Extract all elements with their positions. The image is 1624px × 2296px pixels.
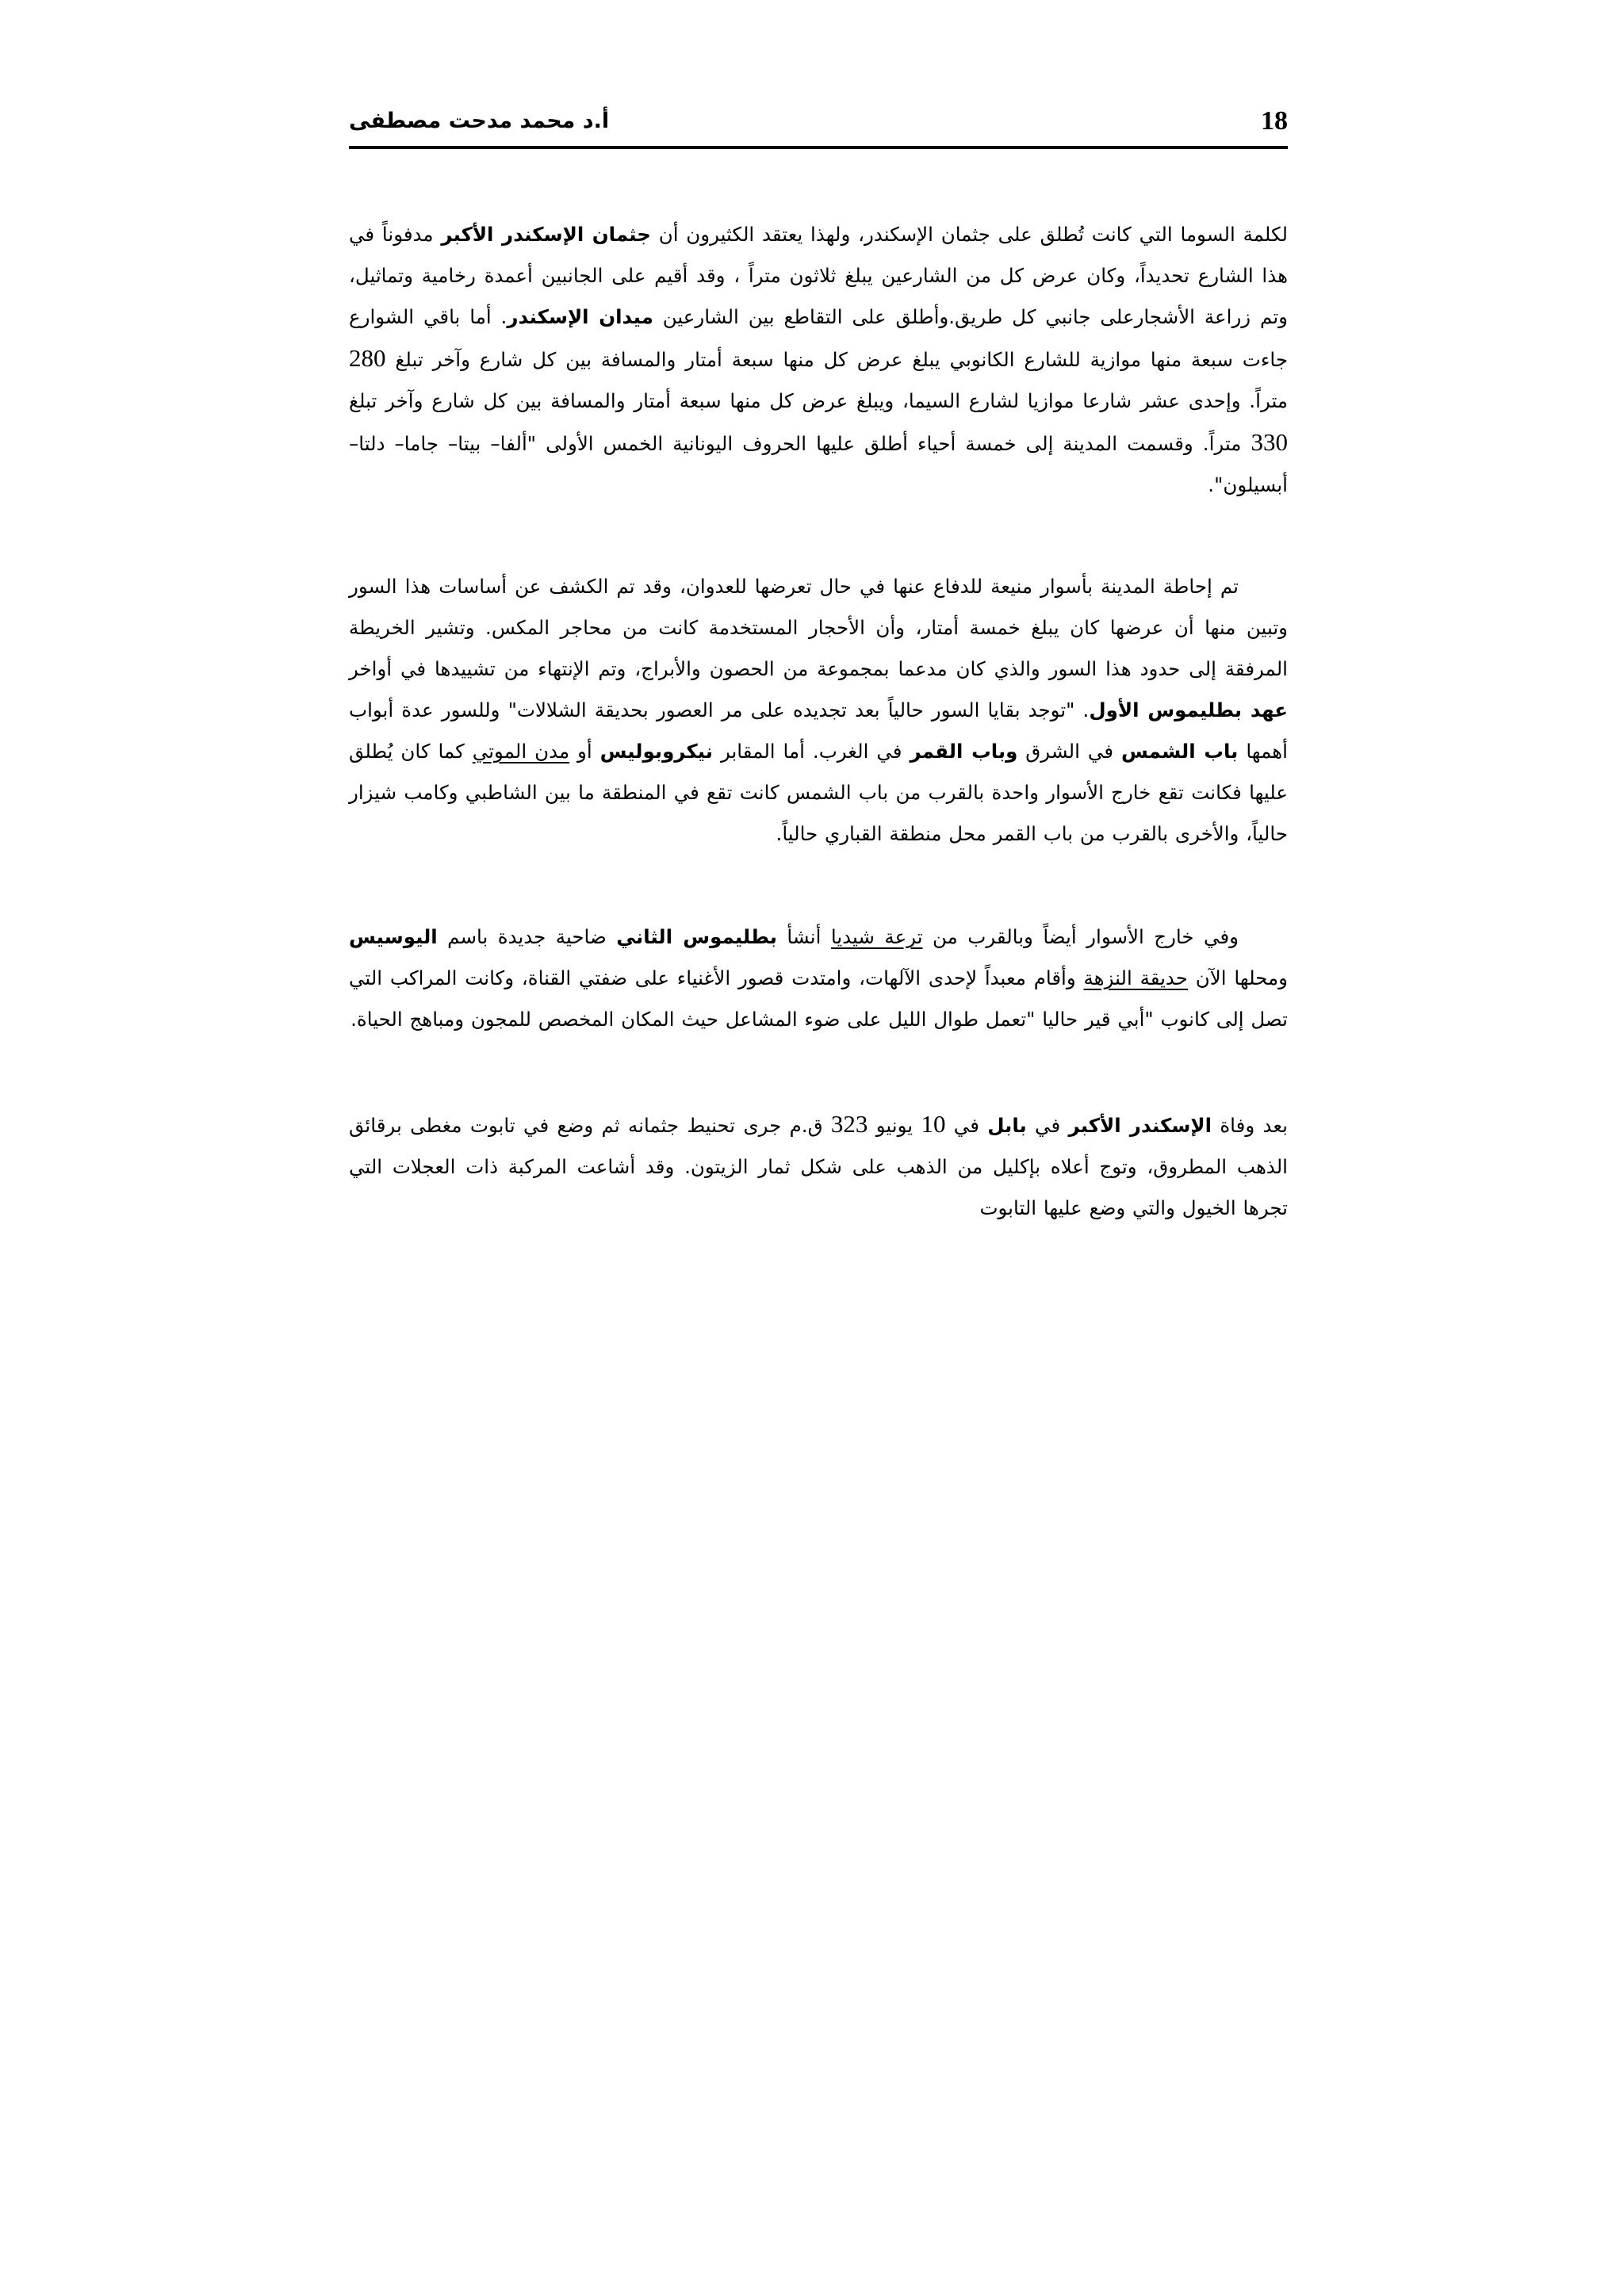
bold-term: بابل (987, 1114, 1027, 1137)
text-segment: يونيو (868, 1114, 921, 1137)
number: 10 (921, 1110, 946, 1138)
text-segment: ق.م جرى تحنيط جثمانه ثم وضع في تابوت مغطى برقائق الذهب المطروق، وتوج أعلاه بإكليل من الذهب على شكل ثمار الزيتون. وقد أشاعت المركبة ذات العجلات التي تجرها الخيول والتي وضع عليها التابوت (349, 1114, 1288, 1219)
text-segment: في الغرب. أما المقابر (712, 740, 910, 763)
number: 280 (349, 344, 386, 372)
bold-term: جثمان الإسكندر الأكبر (441, 223, 651, 246)
bold-term: الإسكندر الأكبر (1068, 1114, 1212, 1137)
text-segment: متراً. وقسمت المدينة إلى خمسة أحياء أطلق عليها الحروف اليونانية الخمس الأولى "ألفا– بيتا– جاما– دلتا– أبسيلون". (349, 432, 1288, 496)
text-segment: . أما باقي الشوارع جاءت سبعة منها موازية للشارع الكانوبي يبلغ عرض كل منها سبعة أمتار والمسافة بين كل شارع وآخر تبلغ (349, 305, 1288, 371)
underlined-term: مدن الموتي (472, 740, 570, 763)
text-segment: في الشرق (1017, 740, 1122, 763)
paragraph-gap (349, 855, 1288, 916)
text-segment: أو (569, 740, 600, 763)
number: 323 (830, 1110, 868, 1138)
paragraph-gap (349, 1040, 1288, 1104)
text-segment: ومحلها الآن (1187, 966, 1288, 989)
underlined-term: حديقة النزهة (1083, 966, 1188, 989)
paragraph-gap (349, 506, 1288, 566)
text-segment: في (1026, 1114, 1069, 1137)
bold-term: ميدان الإسكندر (507, 305, 653, 328)
bold-term: بطليموس الثاني (616, 925, 777, 948)
text-segment: متراً. وإحدى عشر شارعا موازيا لشارع السيما، ويبلغ عرض كل منها سبعة أمتار والمسافة بين كل شارع وآخر تبلغ (349, 389, 1288, 412)
author-name: أ.د محمد مدحت مصطفى (349, 109, 610, 133)
paragraph (349, 916, 1288, 1040)
text-segment: ضاحية جديدة باسم (437, 925, 617, 948)
underlined-term: ترعة شيديا (830, 925, 923, 948)
paragraph (349, 1104, 1288, 1229)
bold-term: وباب القمر (910, 740, 1018, 763)
bold-term: عهد بطليموس الأول (1089, 698, 1288, 721)
text-segment: لكلمة السوما التي كانت تُطلق على جثمان الإسكندر، ولهذا يعتقد الكثيرون أن (650, 223, 1288, 246)
text-segment: أنشأ (776, 925, 831, 948)
text-segment: . "توجد بقايا السور حالياً بعد تجديده على مر العصور بحديقة الشلالات" وللسور عدة أبواب أهمها (349, 698, 1288, 763)
text-segment: وأقام معبداً لإحدى الآلهات، وامتدت قصور الأغنياء على ضفتي القناة، وكانت المراكب التي تصل إلى كانوب "أبي قير حاليا "تعمل طوال الليل على ضوء المشاعل حيث المكان المخصص للمجون ومباهج الحياة. (349, 966, 1288, 1031)
bold-term: باب الشمس (1121, 740, 1239, 763)
header-rule (349, 146, 1288, 149)
number: 330 (1251, 428, 1288, 456)
text-segment: بعد وفاة (1211, 1114, 1288, 1137)
page-number: 18 (1261, 106, 1288, 136)
text-segment: في (945, 1114, 988, 1137)
bold-term: اليوسيس (349, 925, 438, 948)
text-segment: وفي خارج الأسوار أيضاً وبالقرب من (922, 925, 1239, 948)
text-segment: تم إحاطة المدينة بأسوار منيعة للدفاع عنها في حال تعرضها للعدوان، وقد تم الكشف عن أساسات هذا السور وتبين منها أن عرضها كان يبلغ خمسة أمتار، وأن الأحجار المستخدمة كانت من محاجر المكس. وتشير الخريطة المرفقة إلى حدود هذا السور والذي كان مدعما بمجموعة من الحصون والأبراج، وتم الإنتهاء من تشييدها في أواخر (349, 575, 1288, 680)
paragraph (349, 566, 1288, 855)
text-segment: مدفوناً في هذا الشارع تحديداً، وكان عرض كل من الشارعين يبلغ ثلاثون متراً ، وقد أقيم على الجانبين أعمدة رخامية وتماثيل، وتم زراعة الأشجارعلى جانبي كل طريق.وأطلق على التقاطع بين الشارعين (349, 223, 1288, 328)
bold-term: نيكروبوليس (599, 740, 713, 763)
text-segment: كما كان يُطلق عليها فكانت تقع خارج الأسوار واحدة بالقرب من باب الشمس كانت تقع في المنطقة ما بين الشاطبي وكامب شيزار حالياً، والأخرى بالقرب من باب القمر محل منطقة القباري حالياً. (349, 740, 1288, 845)
body-text (349, 214, 1288, 1229)
page-header (349, 101, 1288, 141)
paragraph (349, 214, 1288, 506)
